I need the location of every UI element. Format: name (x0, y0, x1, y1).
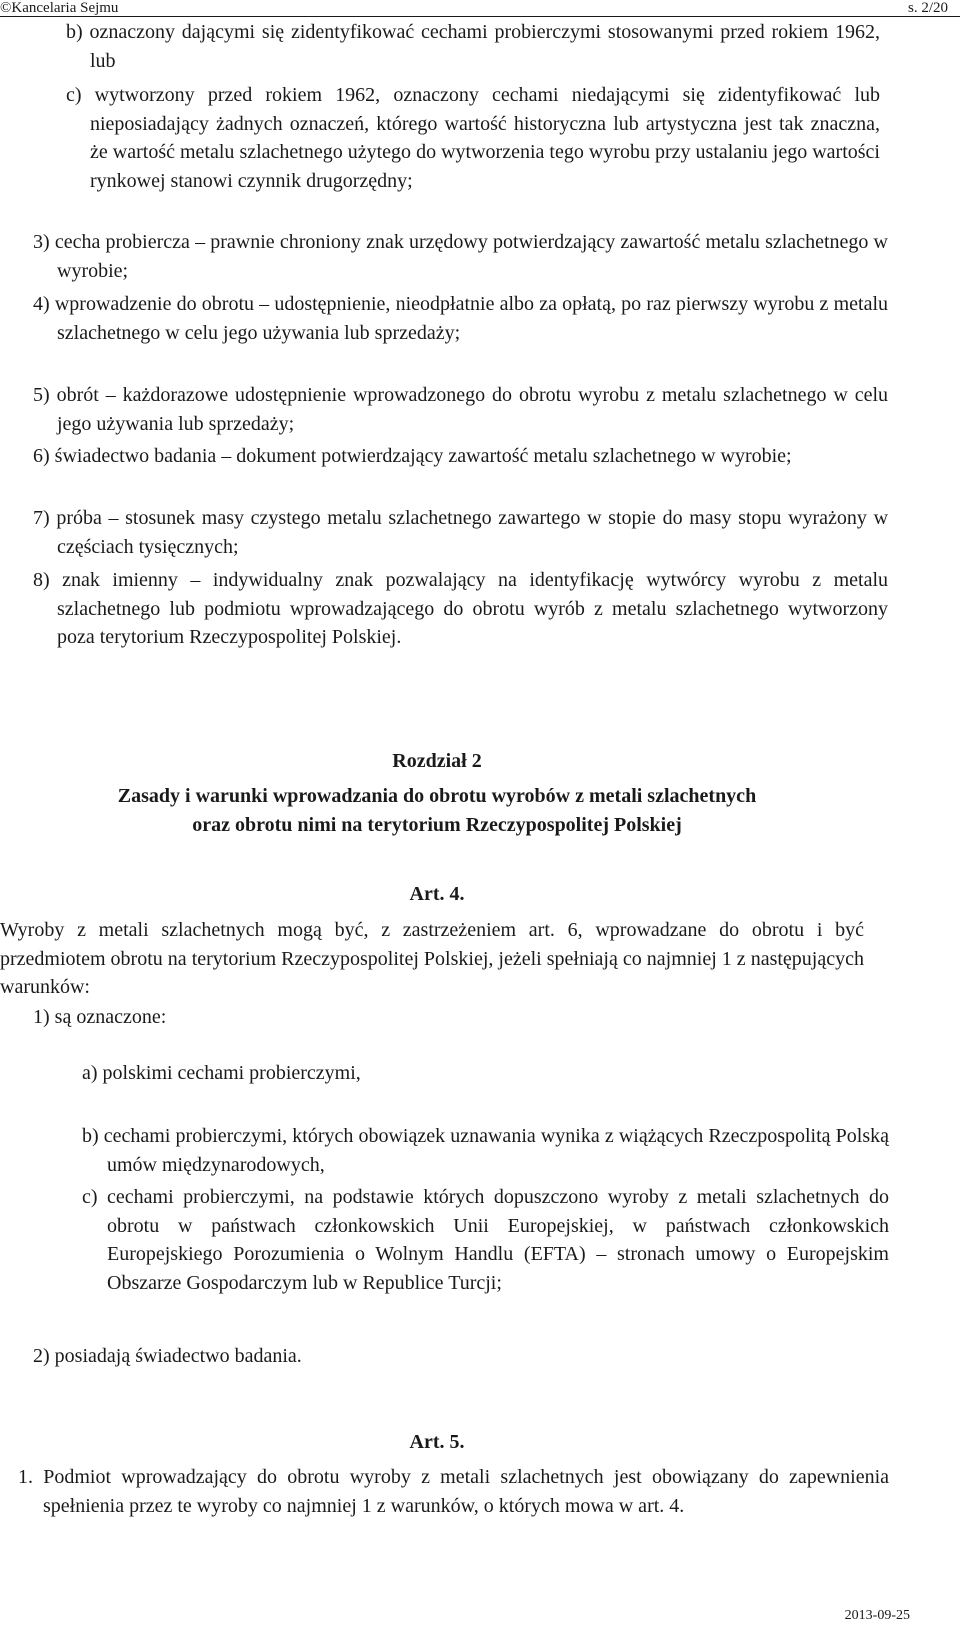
header-divider (0, 16, 960, 17)
letter-marker: a) (82, 1062, 98, 1084)
definition-marker: 8) (33, 569, 50, 591)
point-marker: 1) (33, 1006, 50, 1028)
definition-4 (33, 290, 888, 347)
definition-8 (33, 566, 888, 652)
article-5-heading: Art. 5. (409, 1431, 465, 1453)
definition-text: próba – stosunek masy czystego metalu szlachetnego zawartego w stopie do masy stopu wyrażony w częściach tysięcznych; (56, 507, 889, 558)
article-4-heading: Art. 4. (409, 883, 465, 905)
article-4-letter-c (82, 1183, 889, 1297)
page-header-left: ©Kancelaria Sejmu (0, 0, 119, 16)
article-4-point-2 (33, 1342, 888, 1371)
footer-date: 2013-09-25 (844, 1608, 910, 1623)
letter-marker: c) (82, 1186, 98, 1208)
article-4-letter-b (82, 1122, 889, 1179)
definition-marker: 5) (33, 384, 50, 406)
definition-7 (33, 504, 888, 561)
page-number: s. 2/20 (907, 0, 948, 16)
letter-marker: b) (82, 1125, 99, 1147)
article-4-point-1 (33, 1003, 888, 1032)
letter-text: polskimi cechami probierczymi, (102, 1062, 361, 1084)
definition-3 (33, 228, 888, 285)
definition-marker: 7) (33, 507, 50, 529)
letter-text: cechami probierczymi, na podstawie których dopuszczono wyroby z metali szlachetnych do obrotu w państwach członkowskich Unii Europejskiej, w państwach członkowskich Europejskiego Porozumienia o Wolnym Handlu (EFTA) – stronach umowy o Europejskim Obszarze Gospodarczym lub w Republice Turcji; (107, 1186, 889, 1294)
chapter-number: Rozdział 2 (392, 750, 482, 772)
definition-marker: 3) (33, 231, 50, 253)
paragraph-marker: 1. (18, 1466, 33, 1488)
definition-marker: 4) (33, 293, 50, 315)
definition-marker: 6) (33, 445, 50, 467)
chapter-title-line-2: oraz obrotu nimi na terytorium Rzeczypospolitej Polskiej (192, 814, 682, 836)
definition-6 (33, 442, 888, 471)
item-c: c) wytworzony przed rokiem 1962, oznaczony cechami niedającymi się zidentyfikować lub nieposiadający żadnych oznaczeń, którego wartość historyczna lub artystyczna jest tak znaczna, że wartość metalu szlachetnego użytego do wytworzenia tego wyrobu przy ustalaniu jego wartości rynkowej stanowi czynnik drugorzędny; (66, 84, 880, 192)
definition-text: obrót – każdorazowe udostępnienie wprowadzonego do obrotu wyrobu z metalu szlachetnego w celu jego używania lub sprzedaży; (56, 384, 889, 435)
letter-text: cechami probierczymi, których obowiązek uznawania wynika z wiążących Rzeczpospolitą Polską umów międzynarodowych, (103, 1125, 889, 1176)
point-text: są oznaczone: (54, 1006, 167, 1028)
paragraph-text: Podmiot wprowadzający do obrotu wyroby z metali szlachetnych jest obowiązany do zapewnienia spełnienia przez te wyroby co najmniej 1 z warunków, o których mowa w art. 4. (43, 1466, 889, 1517)
chapter-title-line-1: Zasady i warunki wprowadzania do obrotu wyrobów z metali szlachetnych (117, 785, 757, 807)
point-text: posiadają świadectwo badania. (54, 1345, 302, 1367)
article-4-letter-a (82, 1059, 889, 1088)
item-b: b) oznaczony dającymi się zidentyfikować cechami probierczymi stosowanymi przed rokiem 1962, lub (66, 21, 880, 72)
definition-text: cecha probiercza – prawnie chroniony znak urzędowy potwierdzający zawartość metalu szlachetnego w wyrobie; (54, 231, 888, 282)
point-marker: 2) (33, 1345, 50, 1367)
definition-text: wprowadzenie do obrotu – udostępnienie, nieodpłatnie albo za opłatą, po raz pierwszy wyrobu z metalu szlachetnego w celu jego używania lub sprzedaży; (54, 293, 889, 344)
article-4-intro: Wyroby z metali szlachetnych mogą być, z zastrzeżeniem art. 6, wprowadzane do obrotu i być przedmiotem obrotu na terytorium Rzeczypospolitej Polskiej, jeżeli spełniają co najmniej 1 z następujących warunków: (0, 919, 864, 998)
definition-5 (33, 381, 888, 438)
definition-text: znak imienny – indywidualny znak pozwalający na identyfikację wytwórcy wyrobu z metalu szlachetnego lub podmiotu wprowadzającego do obrotu wyrób z metalu szlachetnego wytworzony poza terytorium Rzeczypospolitej Polskiej. (57, 569, 888, 648)
definition-text: świadectwo badania – dokument potwierdzający zawartość metalu szlachetnego w wyrobie; (54, 445, 792, 467)
article-5-paragraph-1 (18, 1463, 889, 1520)
